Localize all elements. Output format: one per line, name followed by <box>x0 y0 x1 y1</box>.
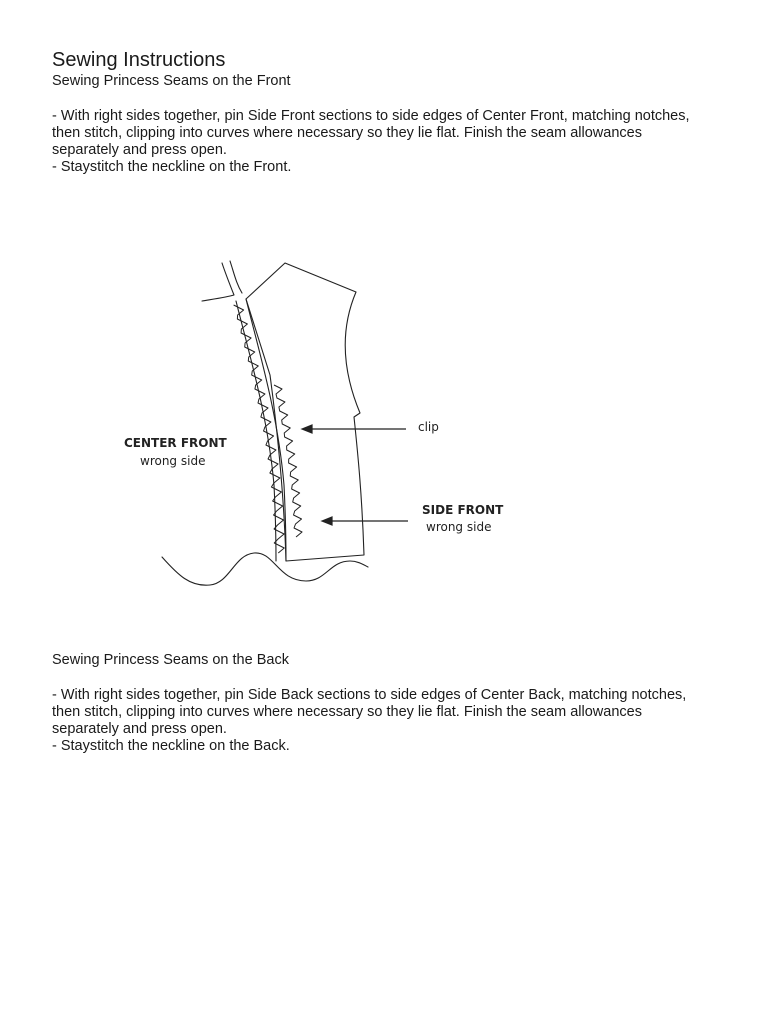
center-front-hem <box>162 553 368 585</box>
clip-arrowhead <box>302 425 312 433</box>
side-front-sub-label: wrong side <box>426 520 492 534</box>
center-front-label: CENTER FRONT <box>124 436 227 450</box>
front-instruction-line: - With right sides together, pin Side Front sections to side edges of Center Front, matching notches, then stitch, clipping into curves where necessary so they lie flat. Finish the seam allowances separately and press open. <box>52 108 690 158</box>
back-instruction-line: - With right sides together, pin Side Back sections to side edges of Center Back, matching notches, then stitch, clipping into curves where necessary so they lie flat. Finish the seam allowances separately and press open. <box>52 687 687 737</box>
back-instructions <box>52 687 712 755</box>
front-heading: Sewing Princess Seams on the Front <box>52 73 291 89</box>
center-front-top-edge <box>202 263 234 301</box>
front-section <box>52 48 712 176</box>
back-heading: Sewing Princess Seams on the Back <box>52 652 289 668</box>
front-instructions <box>52 108 712 176</box>
front-instruction-line: - Staystitch the neckline on the Front. <box>52 159 292 175</box>
side-front-label: SIDE FRONT <box>422 503 504 517</box>
side-front-arrowhead <box>322 517 332 525</box>
back-instruction-line: - Staystitch the neckline on the Back. <box>52 738 290 754</box>
document-title: Sewing Instructions <box>52 49 226 71</box>
center-front-sub-label: wrong side <box>140 454 206 468</box>
side-front-clipped-allowance <box>274 385 302 537</box>
clip-label: clip <box>418 420 439 434</box>
seam-clips <box>234 305 302 553</box>
back-section <box>52 651 712 755</box>
princess-seam-diagram <box>118 255 518 595</box>
